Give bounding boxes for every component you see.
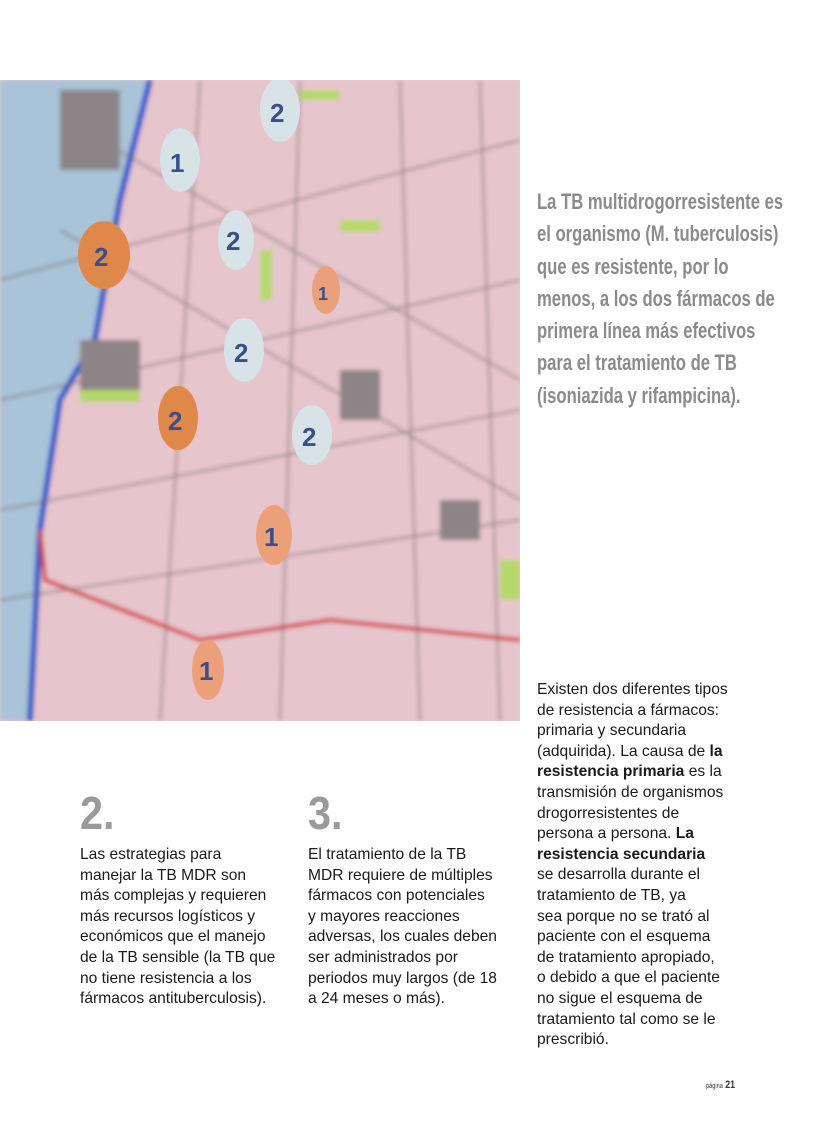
bold-term: resistencia primaria <box>537 763 685 781</box>
text-segment: prescribió. <box>537 1031 609 1049</box>
text-segment: drogorresistentes de <box>537 804 680 822</box>
text-line: de la TB sensible (la TB que <box>80 948 276 966</box>
text-segment: (adquirida). La causa de <box>537 742 710 760</box>
text-segment: o debido a que el paciente <box>537 969 720 987</box>
text-line: La TB multidrogorresistente es <box>537 189 784 214</box>
text-line: fármacos con potenciales <box>308 887 485 905</box>
text-segment: primaria y secundaria <box>537 722 687 740</box>
text-line: El tratamiento de la TB <box>308 846 467 863</box>
text-line <box>537 804 728 825</box>
text-line <box>537 824 728 845</box>
pin-label: 1 <box>264 522 279 552</box>
pin-label: 2 <box>302 422 317 452</box>
bold-term: resistencia secundaria <box>537 845 706 863</box>
text-line: Las estrategias para <box>80 846 222 863</box>
text-line: no tiene resistencia a los <box>80 969 252 987</box>
text-segment: sea porque no se trató al <box>537 907 710 925</box>
text-line <box>537 948 728 969</box>
column-2-text <box>80 845 275 1010</box>
pull-quote <box>537 186 784 412</box>
text-segment: paciente con el esquema <box>537 928 711 946</box>
bold-term: la <box>709 742 723 760</box>
pin-label: 2 <box>270 98 285 128</box>
text-segment: transmisión de organismos <box>537 783 724 801</box>
text-line <box>537 927 728 948</box>
text-segment: es la <box>684 763 722 781</box>
text-line: que es resistente, por lo <box>537 253 729 279</box>
text-line <box>537 907 728 928</box>
text-segment: Existen dos diferentes tipos <box>537 681 728 698</box>
text-line <box>537 865 728 886</box>
text-line <box>537 989 728 1010</box>
pin-label: 2 <box>234 338 249 368</box>
text-segment: persona a persona. <box>537 825 676 843</box>
text-line: el organismo (M. tuberculosis) <box>537 221 779 247</box>
text-line: manejar la TB MDR son <box>80 866 247 884</box>
text-line <box>537 783 728 804</box>
text-line: menos, a los dos fármacos de <box>537 285 775 311</box>
text-segment: de resistencia a fármacos: <box>537 701 720 719</box>
column-4-text <box>537 680 728 1051</box>
map-photo <box>0 80 520 721</box>
text-segment: se desarrolla durante el <box>537 866 700 884</box>
text-line <box>537 845 728 866</box>
text-line <box>537 742 728 763</box>
text-line <box>537 701 728 722</box>
text-line <box>537 762 728 783</box>
map-illustration <box>0 80 520 721</box>
text-line: a 24 meses o más). <box>308 990 445 1008</box>
text-segment: no sigue el esquema de <box>537 989 703 1007</box>
text-line <box>537 680 728 701</box>
text-line: más recursos logísticos y <box>80 907 256 925</box>
section-number-3: 3. <box>308 787 343 839</box>
text-line <box>537 1010 728 1031</box>
text-line: ser administrados por <box>308 948 458 966</box>
text-line <box>537 1030 728 1051</box>
pin-label: 2 <box>226 226 241 256</box>
text-line <box>537 968 728 989</box>
text-line <box>537 886 728 907</box>
text-line: para el tratamiento de TB <box>537 350 737 376</box>
text-segment: de tratamiento apropiado, <box>537 948 715 966</box>
pin-label: 1 <box>199 656 214 686</box>
text-line: MDR requiere de múltiples <box>308 866 493 884</box>
pin-label: 1 <box>170 148 185 178</box>
section-number-2: 2. <box>80 787 115 839</box>
text-line: (isoniazida y rifampicina). <box>537 382 741 408</box>
page-number <box>706 1079 735 1091</box>
text-line: adversas, los cuales deben <box>308 928 497 946</box>
text-segment: tratamiento de TB, ya <box>537 886 686 904</box>
text-line: periodos muy largos (de 18 <box>308 969 497 987</box>
text-line: más complejas y requieren <box>80 887 267 905</box>
text-line: económicos que el manejo <box>80 928 266 946</box>
column-3-text <box>308 845 497 1010</box>
text-line: y mayores reacciones <box>308 907 460 925</box>
bold-term: La <box>675 825 694 843</box>
page-label: página <box>706 1083 723 1090</box>
text-line: fármacos antituberculosis). <box>80 990 267 1008</box>
text-line <box>537 721 728 742</box>
text-segment: tratamiento tal como se le <box>537 1010 716 1028</box>
pin-label: 2 <box>94 242 109 272</box>
page-number-value: 21 <box>725 1079 736 1091</box>
pin-label: 1 <box>318 284 329 304</box>
text-line: primera línea más efectivos <box>537 318 756 344</box>
pin-label: 2 <box>168 406 183 436</box>
